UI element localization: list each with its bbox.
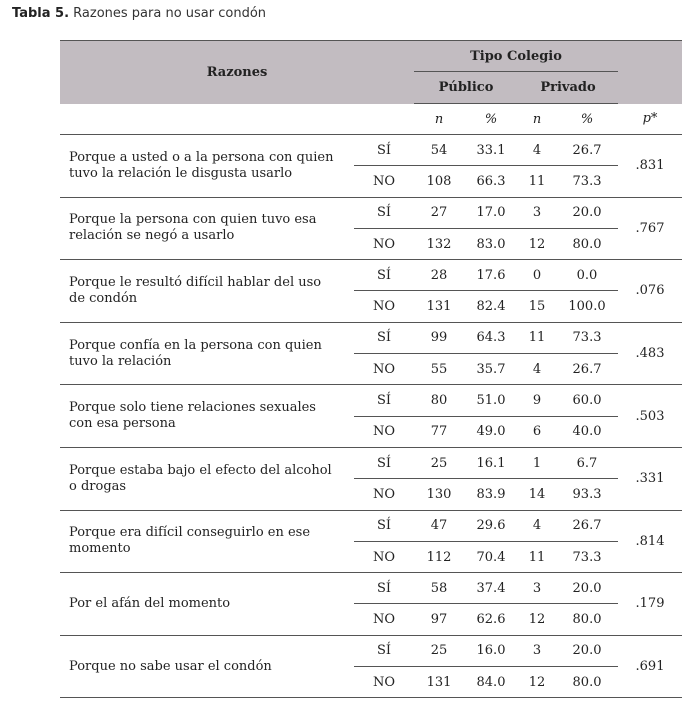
no-label: NO (354, 354, 414, 385)
privado-n-no: 6 (518, 416, 556, 447)
publico-pct-no: 62.6 (464, 604, 518, 635)
publico-n-no: 130 (414, 479, 464, 510)
no-label: NO (354, 166, 414, 197)
reason-label: Porque la persona con quien tuvo esa relación se negó a usarlo (60, 197, 354, 260)
reason-label: Por el afán del momento (60, 573, 354, 636)
privado-pct-si: 20.0 (556, 197, 618, 228)
no-label: NO (354, 541, 414, 572)
reason-label: Porque era difícil conseguirlo en ese momento (60, 510, 354, 573)
publico-pct-no: 70.4 (464, 541, 518, 572)
privado-n-no: 15 (518, 291, 556, 322)
publico-n-si: 28 (414, 260, 464, 291)
table-body (60, 135, 682, 698)
p-value: .483 (618, 322, 682, 385)
p-value: .503 (618, 385, 682, 448)
publico-n-no: 131 (414, 291, 464, 322)
si-label: SÍ (354, 385, 414, 416)
publico-n-no: 112 (414, 541, 464, 572)
publico-n-si: 99 (414, 322, 464, 353)
no-label: NO (354, 416, 414, 447)
publico-pct-si: 37.4 (464, 573, 518, 604)
publico-pct-si: 29.6 (464, 510, 518, 541)
publico-pct-si: 33.1 (464, 135, 518, 166)
si-label: SÍ (354, 260, 414, 291)
publico-n-si: 54 (414, 135, 464, 166)
reason-label: Porque confía en la persona con quien tuvo la relación (60, 322, 354, 385)
header-privado: Privado (518, 72, 618, 104)
publico-pct-si: 16.1 (464, 447, 518, 478)
no-label: NO (354, 228, 414, 259)
header-empty (60, 104, 414, 135)
publico-n-no: 108 (414, 166, 464, 197)
privado-pct-si: 26.7 (556, 510, 618, 541)
header-pct-publico: % (464, 104, 518, 135)
no-label: NO (354, 479, 414, 510)
table-row (60, 573, 682, 604)
si-label: SÍ (354, 510, 414, 541)
si-label: SÍ (354, 447, 414, 478)
reason-label: Porque no sabe usar el condón (60, 635, 354, 698)
si-label: SÍ (354, 197, 414, 228)
publico-n-no: 77 (414, 416, 464, 447)
p-value: .814 (618, 510, 682, 573)
publico-n-si: 47 (414, 510, 464, 541)
header-tipo-colegio: Tipo Colegio (414, 41, 618, 72)
privado-n-no: 12 (518, 228, 556, 259)
privado-pct-si: 0.0 (556, 260, 618, 291)
publico-pct-si: 17.0 (464, 197, 518, 228)
publico-n-si: 27 (414, 197, 464, 228)
privado-n-no: 14 (518, 479, 556, 510)
publico-pct-si: 16.0 (464, 635, 518, 666)
privado-pct-si: 20.0 (556, 573, 618, 604)
privado-pct-si: 6.7 (556, 447, 618, 478)
publico-n-si: 58 (414, 573, 464, 604)
publico-pct-no: 83.0 (464, 228, 518, 259)
privado-n-no: 11 (518, 166, 556, 197)
table-row (60, 260, 682, 291)
reason-label: Porque a usted o a la persona con quien tuvo la relación le disgusta usarlo (60, 135, 354, 198)
publico-n-si: 80 (414, 385, 464, 416)
publico-n-no: 55 (414, 354, 464, 385)
table-row (60, 385, 682, 416)
privado-pct-no: 80.0 (556, 228, 618, 259)
publico-pct-no: 84.0 (464, 667, 518, 698)
p-value: .767 (618, 197, 682, 260)
privado-pct-si: 20.0 (556, 635, 618, 666)
privado-n-si: 1 (518, 447, 556, 478)
privado-n-si: 11 (518, 322, 556, 353)
privado-n-si: 9 (518, 385, 556, 416)
table-row (60, 635, 682, 666)
privado-pct-si: 73.3 (556, 322, 618, 353)
si-label: SÍ (354, 135, 414, 166)
p-value: .179 (618, 573, 682, 636)
header-pct-privado: % (556, 104, 618, 135)
privado-pct-no: 80.0 (556, 667, 618, 698)
p-value: .331 (618, 447, 682, 510)
header-razones: Razones (60, 41, 414, 104)
table-caption (12, 6, 266, 21)
publico-pct-no: 66.3 (464, 166, 518, 197)
si-label: SÍ (354, 573, 414, 604)
privado-pct-si: 60.0 (556, 385, 618, 416)
reason-label: Porque le resultó difícil hablar del uso de condón (60, 260, 354, 323)
privado-pct-si: 26.7 (556, 135, 618, 166)
table-row (60, 510, 682, 541)
privado-n-no: 12 (518, 667, 556, 698)
reason-label: Porque solo tiene relaciones sexuales con esa persona (60, 385, 354, 448)
publico-pct-si: 17.6 (464, 260, 518, 291)
privado-pct-no: 26.7 (556, 354, 618, 385)
header-blank (618, 41, 682, 104)
privado-n-si: 3 (518, 197, 556, 228)
no-label: NO (354, 667, 414, 698)
p-value: .076 (618, 260, 682, 323)
p-value: .831 (618, 135, 682, 198)
no-label: NO (354, 604, 414, 635)
publico-n-si: 25 (414, 635, 464, 666)
privado-n-si: 0 (518, 260, 556, 291)
table-row (60, 197, 682, 228)
no-label: NO (354, 291, 414, 322)
caption-text: Razones para no usar condón (73, 6, 267, 21)
privado-n-si: 4 (518, 510, 556, 541)
privado-n-si: 3 (518, 635, 556, 666)
privado-pct-no: 93.3 (556, 479, 618, 510)
caption-label: Tabla 5. (12, 6, 70, 21)
privado-n-si: 3 (518, 573, 556, 604)
table-row (60, 135, 682, 166)
si-label: SÍ (354, 635, 414, 666)
header-p-value: p* (618, 104, 682, 135)
publico-n-si: 25 (414, 447, 464, 478)
privado-pct-no: 100.0 (556, 291, 618, 322)
privado-pct-no: 80.0 (556, 604, 618, 635)
privado-n-no: 12 (518, 604, 556, 635)
si-label: SÍ (354, 322, 414, 353)
privado-pct-no: 73.3 (556, 541, 618, 572)
header-publico: Público (414, 72, 518, 104)
table-row (60, 447, 682, 478)
reasons-table (60, 40, 682, 698)
reason-label: Porque estaba bajo el efecto del alcohol o drogas (60, 447, 354, 510)
privado-n-si: 4 (518, 135, 556, 166)
privado-pct-no: 73.3 (556, 166, 618, 197)
header-n-publico: n (414, 104, 464, 135)
publico-pct-si: 51.0 (464, 385, 518, 416)
publico-pct-no: 83.9 (464, 479, 518, 510)
privado-n-no: 11 (518, 541, 556, 572)
privado-pct-no: 40.0 (556, 416, 618, 447)
table-row (60, 322, 682, 353)
publico-n-no: 97 (414, 604, 464, 635)
header-n-privado: n (518, 104, 556, 135)
privado-n-no: 4 (518, 354, 556, 385)
publico-pct-no: 82.4 (464, 291, 518, 322)
p-value: .691 (618, 635, 682, 698)
publico-n-no: 131 (414, 667, 464, 698)
publico-n-no: 132 (414, 228, 464, 259)
publico-pct-no: 49.0 (464, 416, 518, 447)
publico-pct-no: 35.7 (464, 354, 518, 385)
publico-pct-si: 64.3 (464, 322, 518, 353)
